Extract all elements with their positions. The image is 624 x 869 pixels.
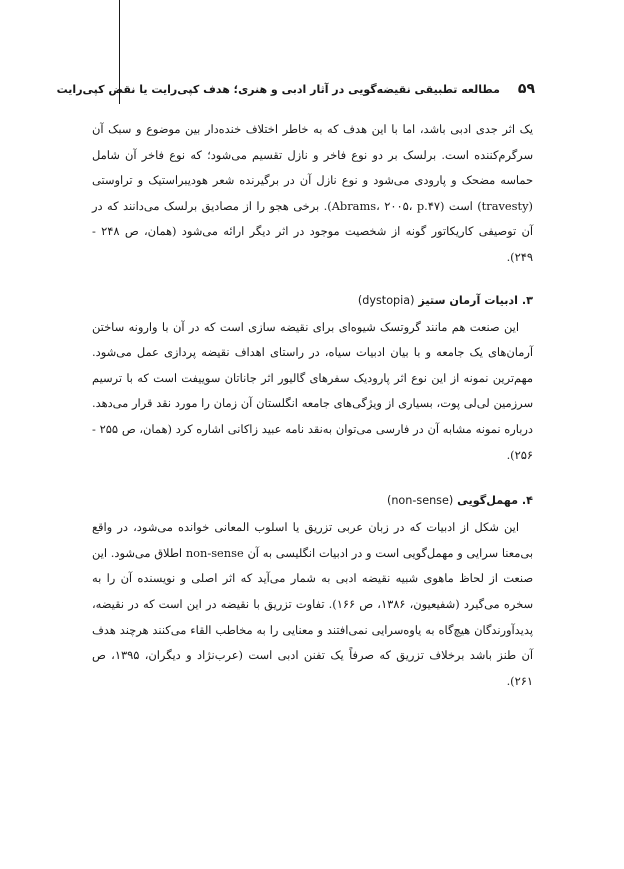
paragraph-dystopia: این صنعت هم مانند گروتسک شیوه‌ای برای نقیضه سازی است که در آن با وارونه ساختن آرمان‌های یک جامعه و با بیان ادبیات سیاه، در راستای اهداف نقیضه پردازی عمل می‌شود. مهم‌ترین نمونه از این نوع اثر پارودیک سفرهای گالیور اثر جاناتان سوییفت است که با ترسیم سرزمین لی‌لی پوت، بسیاری از ویژگی‌های جامعه انگلستان آن زمان را مورد نقد قرار می‌دهد. درباره نمونه مشابه آن در فارسی می‌توان به‌نقد نامه عبید زاکانی اشاره کرد (همان، ص ۲۵۵ - ۲۵۶). [92,319,533,462]
section-heading-label: ۴. مهمل‌گویی [457,494,533,508]
section-heading-latin: (dystopia) [357,293,415,307]
section-heading-dystopia [92,292,533,310]
paragraph-burlesque: یک اثر جدی ادبی باشد، اما با این هدف که به خاطر اختلاف خنده‌دار بین موضوع و سبک آن سرگرم‌کننده است. برلسک بر دو نوع فاخر و نازل تقسیم می‌شود؛ که نوع فاخر آن شامل حماسه مضحک و پارودی می‌شود و نوع نازل آن در برگیرنده شعر هودیبراستیک و تراوستی (travesty) است (Abrams، ۲۰۰۵، p.۴۷). برخی هجو را از مصادیق برلسک می‌دانند که در آن توصیفی کاریکاتور گونه از شخصیت موجود در اثر دیگر ارائه می‌شود (همان، ص ۲۴۸ - ۲۴۹). [92,122,533,264]
section-heading-label: ۳. ادبیات آرمان ستیز [418,293,533,307]
running-header [56,79,535,99]
section-heading-latin: (non-sense) [386,494,454,508]
page-body [92,117,533,694]
running-title: مطالعه تطبیقی نقیضه‌گویی در آثار ادبی و هنری؛ هدف کپی‌رایت یا نقض کپی‌رایت [56,82,500,96]
section-heading-nonsense [92,492,533,510]
page-number: ۵۹ [517,81,535,97]
paragraph-nonsense: این شکل از ادبیات که در زبان عربی تزریق یا اسلوب المعانی خوانده می‌شود، در واقع بی‌معنا سرایی و مهمل‌گویی است و در ادبیات انگلیسی به آن non-sense اطلاق می‌شود. این صنعت از لحاظ ماهوی شبیه نقیضه ادبی به شمار می‌آید که اثر اصلی و نویسنده آن را به سخره می‌گیرد (شفیعیون، ۱۳۸۶، ص ۱۶۶). تفاوت تزریق با نقیضه در این است که در نقیضه، پدیدآورندگان هیچ‌گاه به یاوه‌سرایی نمی‌افتند و معنایی را به مخاطب القاء می‌کنند هرچند هدف آن طنز باشد برخلاف تزریق که صرفاً یک تفنن ادبی است (عرب‌نژاد و دیگران، ۱۳۹۵، ص ۲۶۱). [92,520,533,688]
